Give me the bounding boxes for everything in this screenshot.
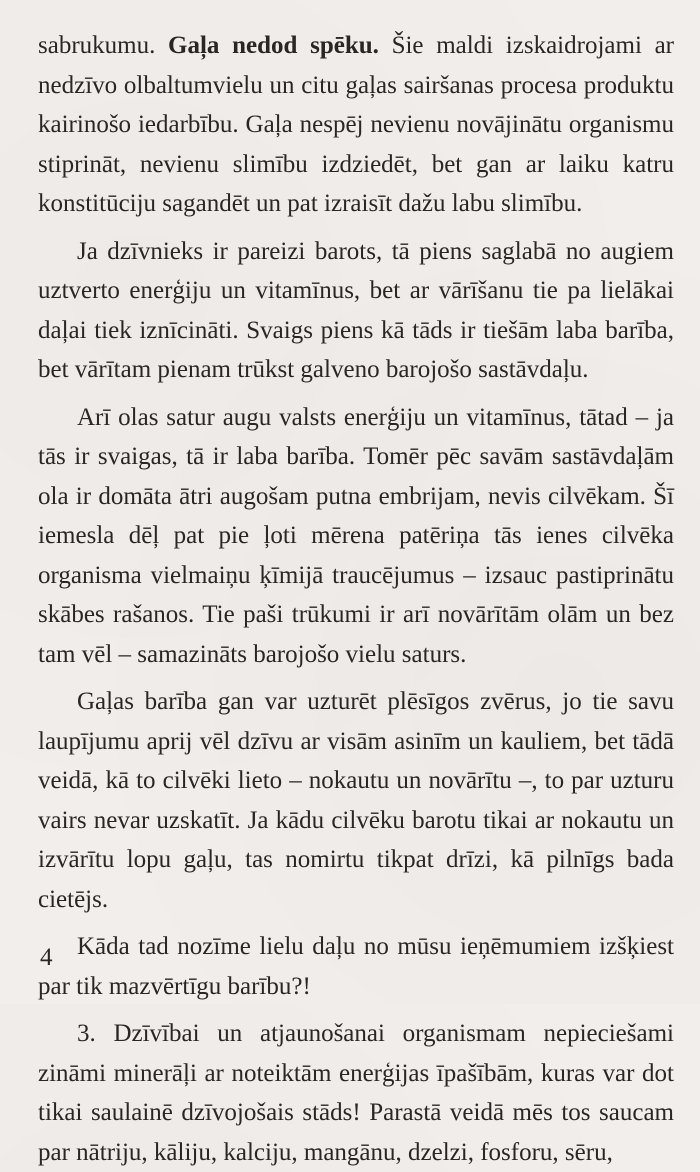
paragraph-6: 3. Dzīvībai un atjaunošanai organismam nepieciešami zināmi minerāļi ar noteiktām enerģijas īpašībām, kuras var dot tikai saulainē dzīvojošais stāds! Parastā veidā mēs tos saucam par nātriju, kāliju, kalciju, mangānu, dzelzi, fosforu, sēru, <box>38 1020 674 1166</box>
body-text <box>38 26 674 1172</box>
paragraph-5: Kāda tad nozīme lielu daļu no mūsu ieņēmumiem izšķiest par tik mazvērtīgu barību?! <box>38 933 674 1000</box>
paragraph-1-pre: sabrukumu. <box>38 32 169 59</box>
paragraph-3: Arī olas satur augu valsts enerģiju un vitamīnus, tātad – ja tās ir svaigas, tā ir laba barība. Tomēr pēc savām sastāvdaļām ola ir domāta ātri augošam putna embrijam, nevis cilvēkam. Šī iemesla dēļ pat pie ļoti mērena patēriņa tās ienes cilvēka organisma vielmaiņu ķīmijā traucējumus – izsauc pastiprinātu skābes rašanos. Tie paši trūkumi ir arī novārītām olām un bez tam vēl – samazināts barojošo vielu saturs. <box>38 403 674 668</box>
page-number: 4 <box>40 944 53 971</box>
paragraph-2: Ja dzīvnieks ir pareizi barots, tā piens saglabā no augiem uztverto enerģiju un vitamīnus, bet ar vārīšanu tie pa lielākai daļai tiek iznīcināti. Svaigs piens kā tāds ir tiešām laba barība, bet vārītam pienam trūkst galveno barojošo sastāvdaļu. <box>38 237 674 383</box>
paragraph-1-bold-phrase: Gaļa nedod spēku. <box>168 32 379 59</box>
paragraph-1-post: Šie maldi izskaidrojami ar nedzīvo olbaltumvielu un citu gaļas sairšanas procesa produktu kairinošo iedarbību. Gaļa nespēj nevienu novājinātu organismu stiprināt, nevienu slimību izdziedēt, bet gan ar laiku katru konstitūciju sagandēt un pat izraisīt dažu labu slimību. <box>38 32 674 217</box>
paragraph-1 <box>38 26 674 224</box>
paragraph-4: Gaļas barība gan var uzturēt plēsīgos zvērus, jo tie savu laupījumu aprij vēl dzīvu ar visām asinīm un kauliem, bet tādā veidā, kā to cilvēki lieto – nokautu un novārītu –, to par uzturu vairs nevar uzskatīt. Ja kādu cilvēku barotu tikai ar nokautu un izvārītu lopu gaļu, tas nomirtu tikpat drīzi, kā pilnīgs bada cietējs. <box>38 688 674 913</box>
